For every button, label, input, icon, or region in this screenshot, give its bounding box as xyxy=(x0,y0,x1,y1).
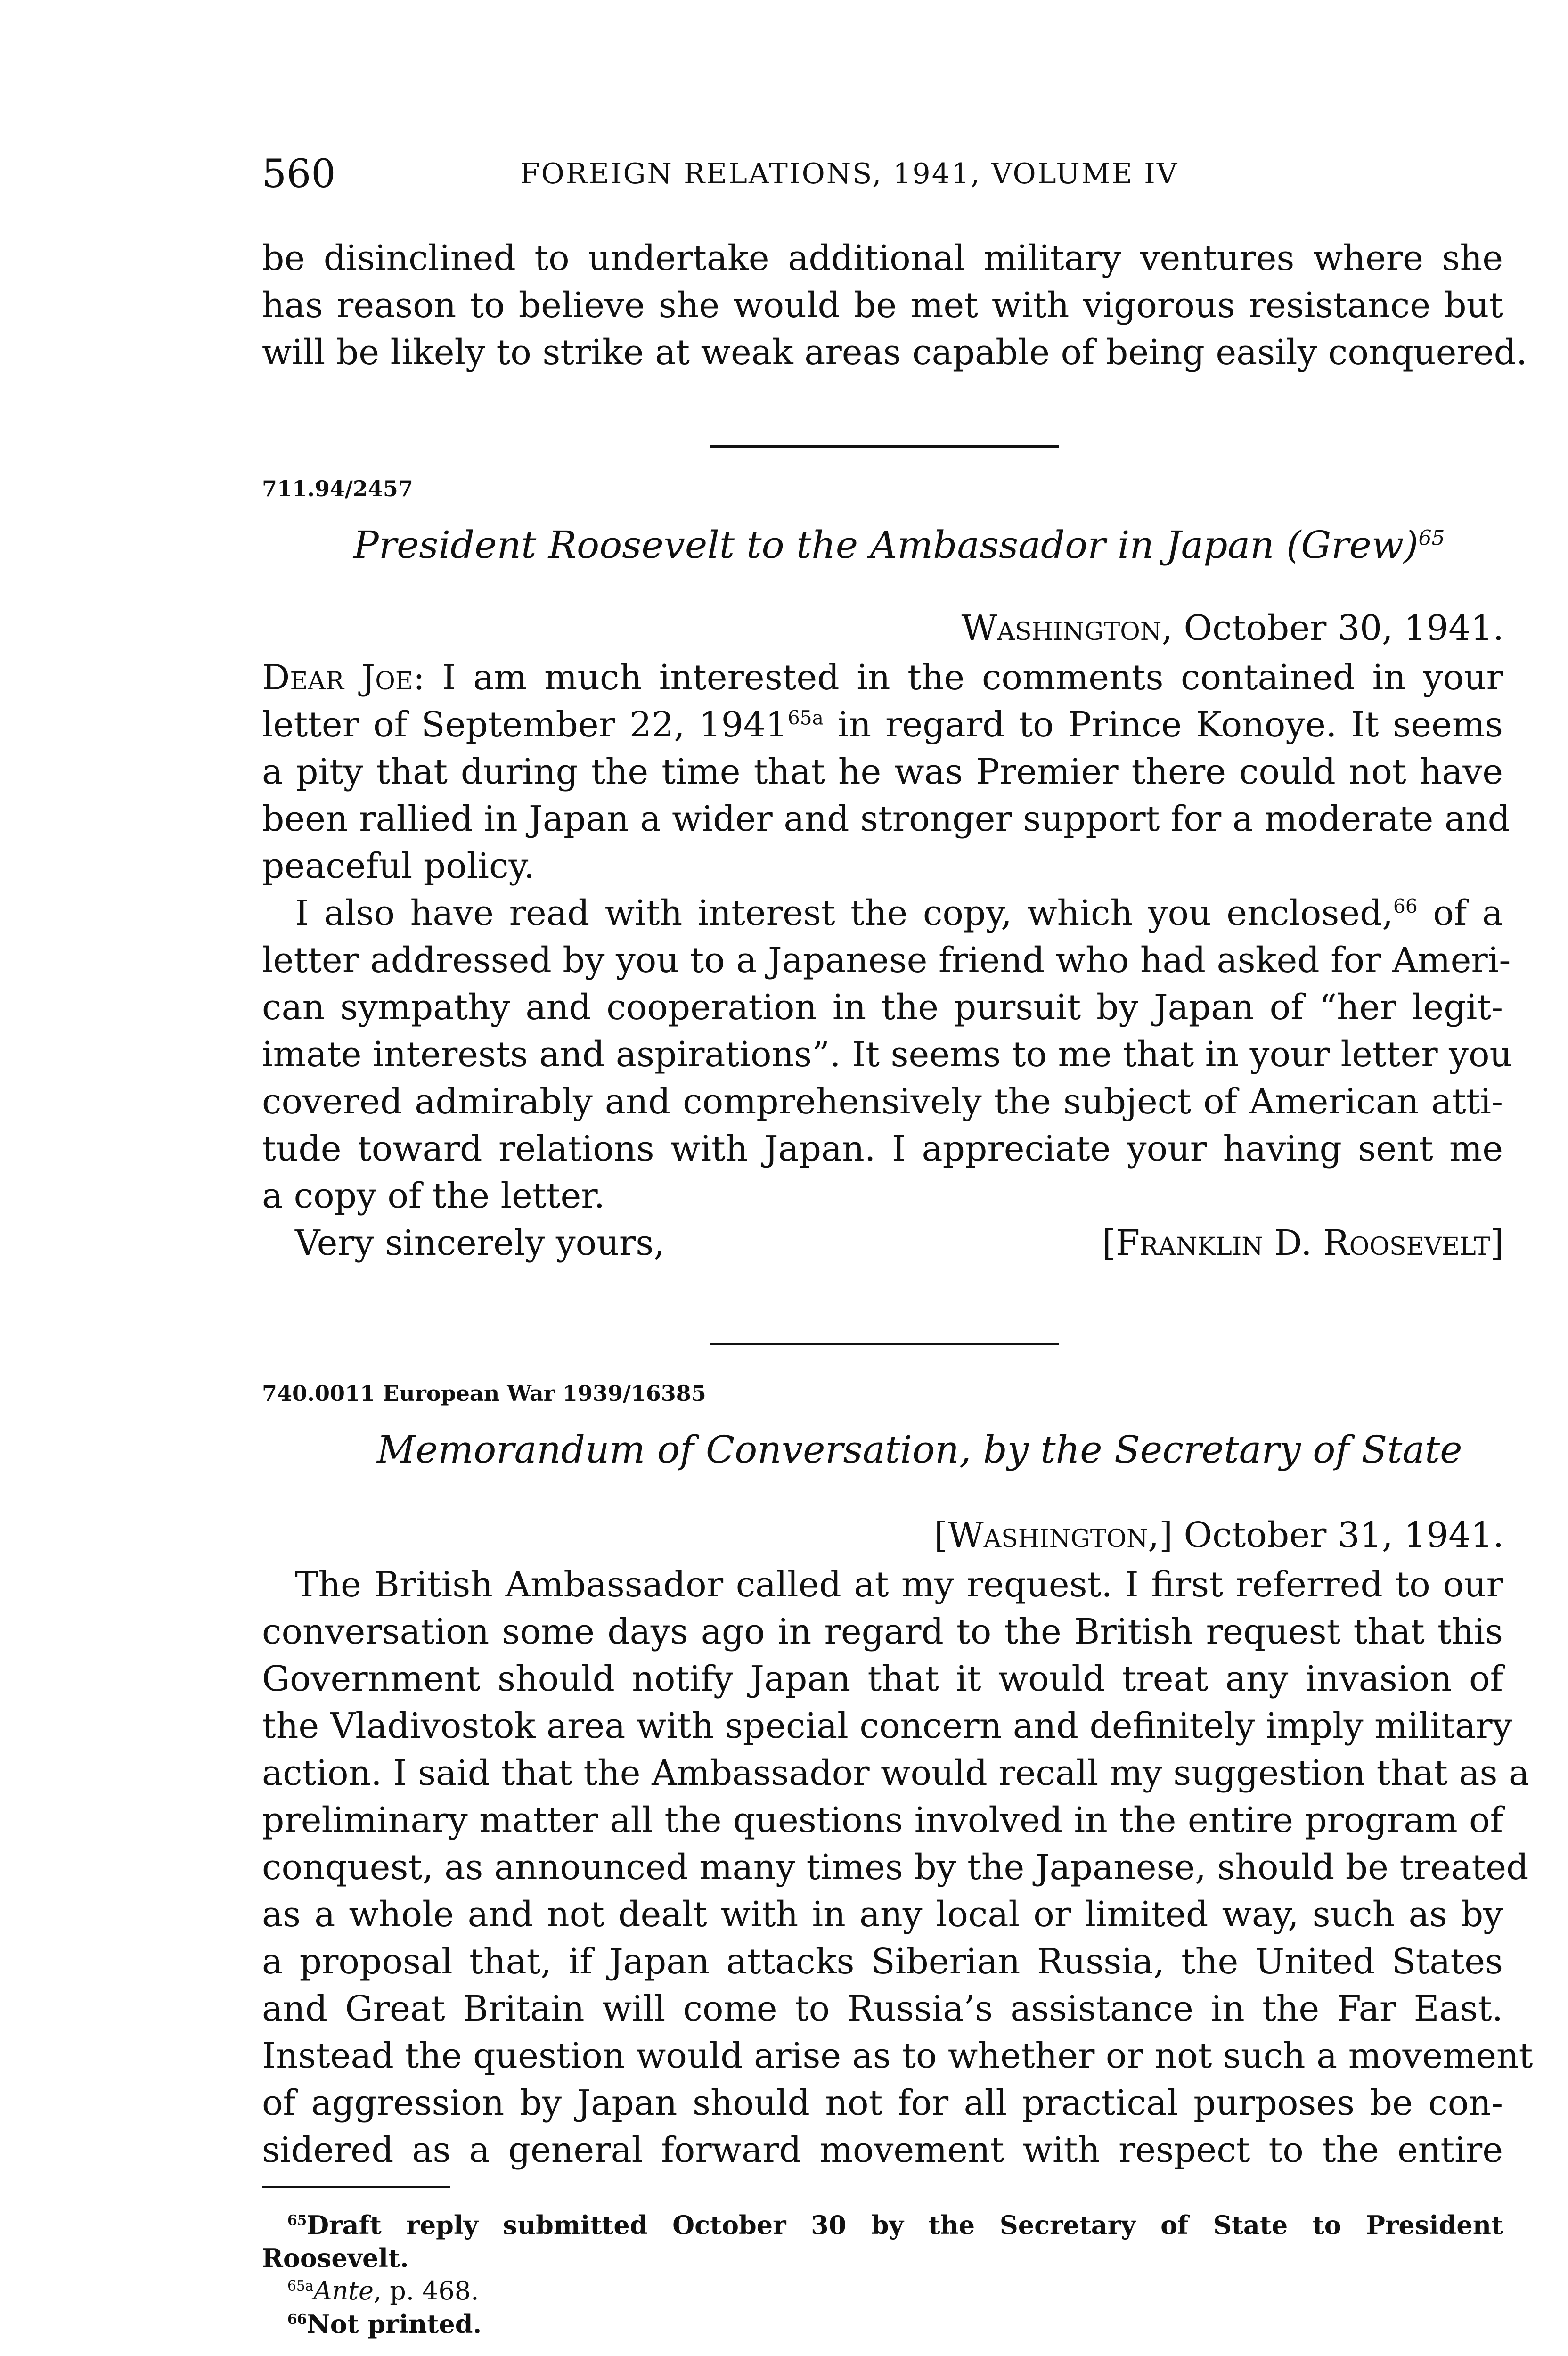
section-divider xyxy=(710,445,1059,448)
letter-line: peaceful policy. xyxy=(262,846,535,886)
letter-text: I also have read with interest the copy, which you enclosed, xyxy=(295,893,1394,933)
place: [Washington,] xyxy=(934,1515,1173,1555)
memo-line: action. I said that the Ambassador would recall my suggestion that as a xyxy=(262,1753,1530,1793)
memo-line: as a whole and not dealt with in any local or limited way, such as by xyxy=(262,1894,1503,1935)
letter-line: covered admirably and comprehensively the subject of American atti- xyxy=(262,1081,1503,1122)
letter-line: letter addressed by you to a Japanese friend who had asked for Ameri- xyxy=(262,940,1511,981)
letter-line xyxy=(295,893,1503,933)
footnote-continuation: Roosevelt. xyxy=(262,2243,409,2273)
page-number: 560 xyxy=(262,152,336,196)
letter-line: been rallied in Japan a wider and stronger support for a moderate and xyxy=(262,799,1510,839)
letter-line xyxy=(262,704,1503,745)
section-divider xyxy=(710,1343,1059,1345)
memo-line: conquest, as announced many times by the Japanese, should be treated xyxy=(262,1847,1529,1888)
footnote-ref: 66 xyxy=(1393,895,1418,918)
closing: Very sincerely yours, xyxy=(295,1223,665,1263)
letter-line: imate interests and aspirations”. It seems to me that in your letter you xyxy=(262,1034,1512,1075)
dateline xyxy=(934,1515,1504,1555)
footnote xyxy=(287,2210,1503,2240)
footnote xyxy=(287,2309,482,2339)
letter-line xyxy=(262,657,1503,698)
memo-line: Government should notify Japan that it would treat any invasion of xyxy=(262,1659,1503,1699)
letter-text: of a xyxy=(1417,893,1503,933)
memo-line: conversation some days ago in regard to the British request that this xyxy=(262,1612,1503,1652)
file-number: 740.0011 European War 1939/16385 xyxy=(262,1381,706,1406)
document-title: Memorandum of Conversation, by the Secretary of State xyxy=(377,1428,1462,1472)
date: , October 30, 1941. xyxy=(1161,608,1504,648)
footnote-ref: 65a xyxy=(787,706,824,729)
signature: [Franklin D. Roosevelt] xyxy=(1102,1223,1504,1263)
memo-line: a proposal that, if Japan attacks Siberian Russia, the United States xyxy=(262,1941,1503,1982)
footnote-text: Ante xyxy=(313,2276,374,2306)
letter-line: can sympathy and cooperation in the pursuit by Japan of “her legit- xyxy=(262,987,1503,1028)
footnote-ref: 65 xyxy=(1418,526,1445,550)
footnote xyxy=(287,2276,479,2306)
memo-line: and Great Britain will come to Russia’s assistance in the Far East. xyxy=(262,1988,1503,2029)
memo-line: preliminary matter all the questions involved in the entire program of xyxy=(262,1800,1503,1841)
footnote-mark: 65a xyxy=(287,2278,314,2294)
salutation: Dear Joe xyxy=(262,657,413,698)
date: October 31, 1941. xyxy=(1172,1515,1504,1555)
footnote-text: , p. 468. xyxy=(373,2276,479,2306)
letter-line: a copy of the letter. xyxy=(262,1176,605,1216)
memo-line: sidered as a general forward movement with respect to the entire xyxy=(262,2130,1503,2170)
footnote-text: Not printed. xyxy=(307,2309,482,2339)
letter-line: a pity that during the time that he was Premier there could not have xyxy=(262,752,1503,792)
memo-line: the Vladivostok area with special concern and definitely imply military xyxy=(262,1706,1512,1746)
document-title-text: President Roosevelt to the Ambassador in Japan (Grew) xyxy=(353,523,1419,567)
running-title: FOREIGN RELATIONS, 1941, VOLUME IV xyxy=(520,157,1179,190)
file-number: 711.94/2457 xyxy=(262,476,413,501)
letter-text: : I am much interested in the comments contained in your xyxy=(413,657,1503,698)
memo-line: Instead the question would arise as to whether or not such a movement xyxy=(262,2036,1533,2076)
intro-line: will be likely to strike at weak areas capable of being easily conquered. xyxy=(262,332,1527,373)
footnote-divider xyxy=(262,2186,450,2188)
letter-text: letter of September 22, 1941 xyxy=(262,704,788,745)
place: Washington xyxy=(961,608,1162,648)
intro-line: has reason to believe she would be met with vigorous resistance but xyxy=(262,285,1503,326)
footnote-mark: 65 xyxy=(287,2212,307,2229)
memo-line: The British Ambassador called at my request. I first referred to our xyxy=(295,1564,1503,1605)
dateline xyxy=(961,608,1504,648)
memo-line: of aggression by Japan should not for all practical purposes be con- xyxy=(262,2083,1503,2123)
letter-text: in regard to Prince Konoye. It seems xyxy=(823,704,1503,745)
document-title xyxy=(353,523,1445,567)
letter-line: tude toward relations with Japan. I appreciate your having sent me xyxy=(262,1129,1503,1169)
footnote-text: Draft reply submitted October 30 by the Secretary of State to President xyxy=(307,2210,1503,2240)
intro-line: be disinclined to undertake additional military ventures where she xyxy=(262,238,1503,278)
footnote-mark: 66 xyxy=(287,2311,307,2328)
